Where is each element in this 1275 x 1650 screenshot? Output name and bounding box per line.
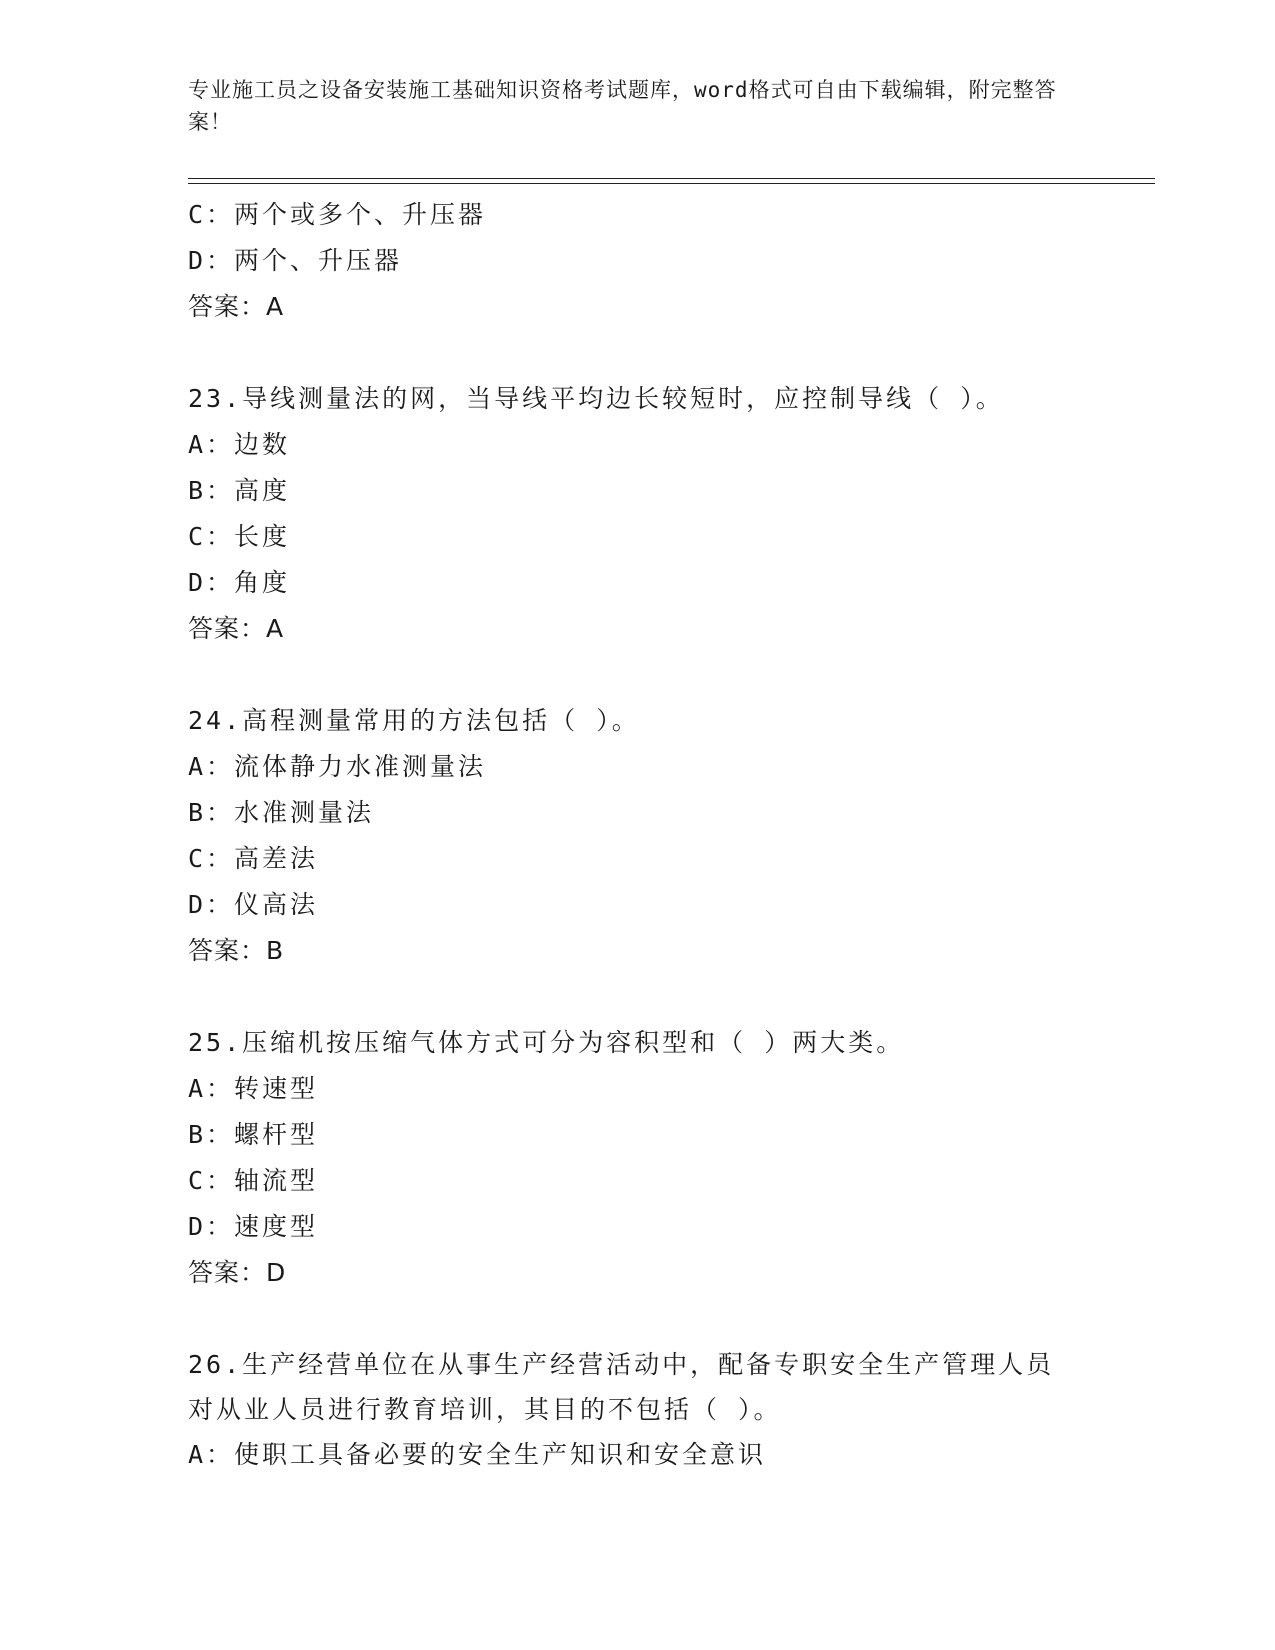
question-22-partial <box>188 192 1088 330</box>
option-d: D：仪高法 <box>188 890 319 919</box>
question-24 <box>188 698 1088 974</box>
answer-line: 答案：D <box>188 1258 287 1287</box>
option-a: A：边数 <box>188 430 291 459</box>
option-a: A：转速型 <box>188 1074 319 1103</box>
question-list <box>188 192 1088 1478</box>
option-d: D：两个、升压器 <box>188 246 403 275</box>
option-c: C：两个或多个、升压器 <box>188 200 487 229</box>
option-c: C：高差法 <box>188 844 319 873</box>
question-stem: 23.导线测量法的网，当导线平均边长较短时，应控制导线（ ）。 <box>188 384 1004 413</box>
header-rule-top <box>188 178 1155 179</box>
option-b: B：螺杆型 <box>188 1120 319 1149</box>
question-stem: 24.高程测量常用的方法包括（ ）。 <box>188 706 640 735</box>
option-b: B：水准测量法 <box>188 798 375 827</box>
answer-line: 答案：A <box>188 292 285 321</box>
header-rule-bottom <box>188 183 1155 184</box>
answer-line: 答案：A <box>188 614 285 643</box>
option-d: D：速度型 <box>188 1212 319 1241</box>
question-26 <box>188 1342 1088 1478</box>
document-header: 专业施工员之设备安装施工基础知识资格考试题库，word格式可自由下载编辑，附完整答案！ <box>188 78 1057 134</box>
question-25 <box>188 1020 1088 1296</box>
question-stem: 25.压缩机按压缩气体方式可分为容积型和（ ）两大类。 <box>188 1028 905 1057</box>
option-d: D：角度 <box>188 568 291 597</box>
option-c: C：轴流型 <box>188 1166 319 1195</box>
option-a: A：使职工具备必要的安全生产知识和安全意识 <box>188 1440 767 1469</box>
question-stem: 26.生产经营单位在从事生产经营活动中，配备专职安全生产管理人员 对从业人员进行教育培训，其目的不包括（ ）。 <box>188 1350 1055 1424</box>
option-c: C：长度 <box>188 522 291 551</box>
option-a: A：流体静力水准测量法 <box>188 752 487 781</box>
question-23 <box>188 376 1088 652</box>
answer-line: 答案：B <box>188 936 285 965</box>
option-b: B：高度 <box>188 476 291 505</box>
